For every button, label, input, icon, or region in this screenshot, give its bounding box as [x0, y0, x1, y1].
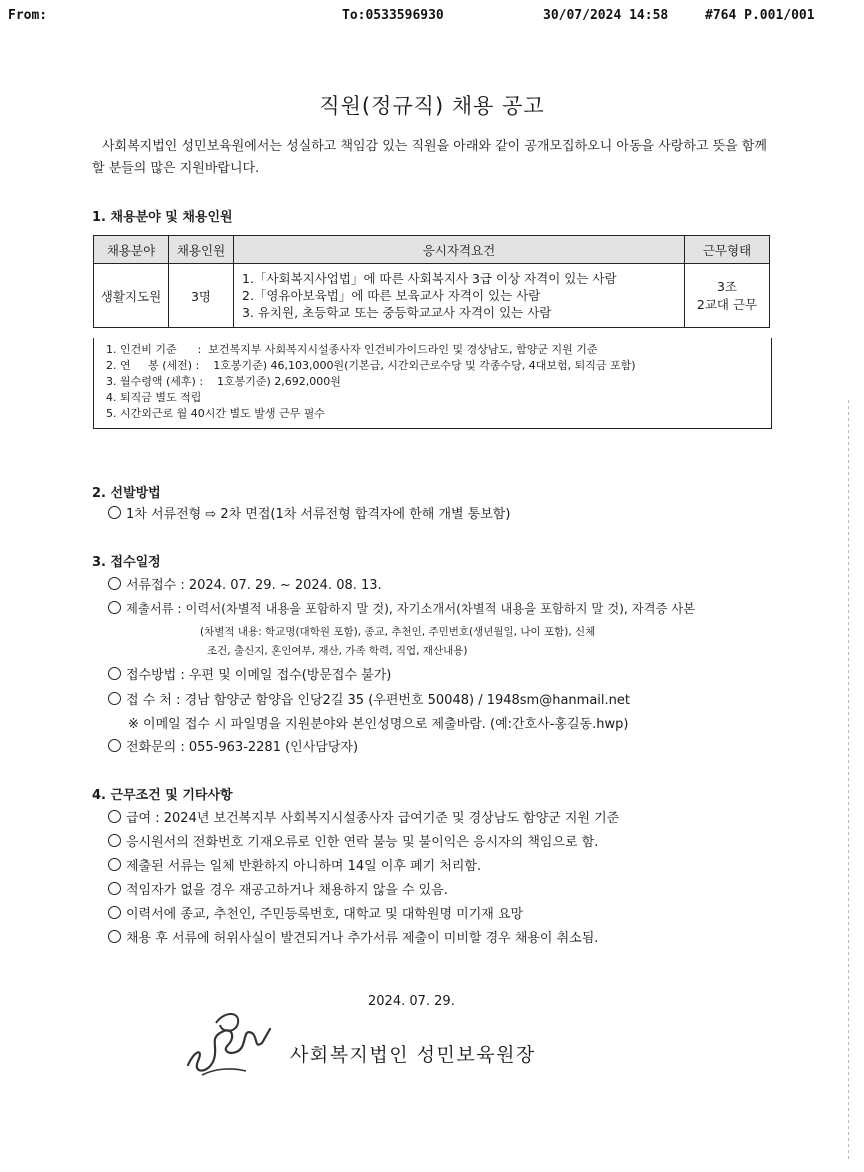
condition-item — [108, 903, 523, 922]
signature-scribble-icon — [180, 1003, 280, 1083]
selection-item — [108, 503, 510, 522]
doc-receipt-text: 서류접수 : 2024. 07. 29. ~ 2024. 08. 13. — [126, 578, 382, 593]
method-item — [108, 664, 391, 683]
note-item: 1. 인건비 기준 : 보건복지부 사회복지시설종사자 인건비가이드라인 및 경상남도, 함양군 지원 기준 — [106, 343, 598, 356]
cell-count: 3명 — [169, 264, 234, 328]
circle-bullet-icon — [108, 506, 121, 519]
table-header-row — [94, 236, 770, 264]
signer-name: 사회복지법인 성민보육원장 — [290, 1044, 536, 1066]
note-item: 3. 월수령액 (세후) : 1호봉기준) 2,692,000원 — [106, 375, 341, 388]
scan-edge-line — [848, 400, 849, 1160]
fax-from: From: — [8, 8, 48, 23]
address-text: 접 수 처 : 경남 함양군 함양읍 인당2길 35 (우편번호 50048) / 1948sm@hanmail.net — [126, 693, 630, 708]
circle-bullet-icon — [108, 810, 121, 823]
requirement-item: 2.「영유아보육법」에 따른 보육교사 자격이 있는 사람 — [242, 288, 541, 303]
section1-heading: 1. 채용분야 및 채용인원 — [92, 210, 233, 225]
cell-field: 생활지도원 — [94, 264, 169, 328]
work-type-line2: 2교대 근무 — [696, 296, 758, 312]
submit-docs-text: 제출서류 : 이력서(차별적 내용을 포함하지 말 것), 자기소개서(차별적 내용을 포함하지 말 것), 자격증 사본 — [126, 602, 695, 616]
circle-bullet-icon — [108, 739, 121, 752]
salary-notes — [93, 338, 772, 429]
condition-text: 적임자가 없을 경우 재공고하거나 채용하지 않을 수 있음. — [126, 883, 448, 898]
header-work-type: 근무형태 — [685, 236, 770, 264]
requirement-item: 1.「사회복지사업법」에 따른 사회복지사 3급 이상 자격이 있는 사람 — [242, 271, 617, 286]
fax-datetime: 30/07/2024 14:58 — [543, 8, 669, 23]
note-item: 4. 퇴직금 별도 적립 — [106, 391, 202, 404]
condition-item — [108, 831, 598, 850]
cell-requirements — [234, 264, 685, 328]
condition-item — [108, 927, 598, 946]
recruitment-table — [93, 235, 770, 328]
method-text: 접수방법 : 우편 및 이메일 접수(방문접수 불가) — [126, 668, 392, 683]
condition-text: 응시원서의 전화번호 기재오류로 인한 연락 불능 및 불이익은 응시자의 책임으로 함. — [126, 835, 599, 850]
circle-bullet-icon — [108, 834, 121, 847]
submit-docs-item — [108, 599, 695, 617]
condition-text: 제출된 서류는 일체 반환하지 아니하며 14일 이후 폐기 처리함. — [126, 859, 482, 874]
header-count: 채용인원 — [169, 236, 234, 264]
condition-text: 채용 후 서류에 허위사실이 발견되거나 추가서류 제출이 미비할 경우 채용이 취소됨. — [126, 931, 599, 946]
circle-bullet-icon — [108, 667, 121, 680]
condition-item — [108, 855, 481, 874]
condition-item — [108, 879, 448, 898]
selection-text: 1차 서류전형 ⇨ 2차 면접(1차 서류전형 합격자에 한해 개별 통보함) — [126, 507, 511, 522]
address-item — [108, 689, 630, 708]
header-field: 채용분야 — [94, 236, 169, 264]
fax-page: #764 P.001/001 — [705, 8, 815, 23]
table-row — [94, 264, 770, 328]
announcement-date: 2024. 07. 29. — [368, 994, 455, 1009]
circle-bullet-icon — [108, 692, 121, 705]
condition-text: 급여 : 2024년 보건복지부 사회복지시설종사자 급여기준 및 경상남도 함양군 지원 기준 — [126, 811, 620, 826]
section3-heading: 3. 접수일정 — [92, 555, 161, 570]
circle-bullet-icon — [108, 577, 121, 590]
circle-bullet-icon — [108, 858, 121, 871]
email-note: ※ 이메일 접수 시 파일명을 지원분야와 본인성명으로 제출바람. (예:간호사-홍길동.hwp) — [128, 717, 629, 732]
work-type-line1: 3조 — [716, 278, 738, 294]
circle-bullet-icon — [108, 930, 121, 943]
phone-text: 전화문의 : 055-963-2281 (인사담당자) — [126, 740, 359, 755]
page-title: 직원(정규직) 채용 공고 — [319, 94, 545, 118]
note-item: 5. 시간외근로 월 40시간 별도 발생 근무 필수 — [106, 407, 325, 420]
circle-bullet-icon — [108, 601, 121, 614]
submit-note-line2: 조건, 출신지, 혼인여부, 재산, 가족 학력, 직업, 재산내용) — [207, 645, 468, 657]
note-item: 2. 연 봉 (세전) : 1호봉기준) 46,103,000원(기본급, 시간외근로수당 및 각종수당, 4대보험, 퇴직금 포함) — [106, 359, 636, 372]
condition-item — [108, 807, 619, 826]
circle-bullet-icon — [108, 882, 121, 895]
condition-text: 이력서에 종교, 추천인, 주민등록번호, 대학교 및 대학원명 미기재 요망 — [126, 907, 524, 922]
cell-work-type — [685, 264, 770, 328]
section2-heading: 2. 선발방법 — [92, 486, 161, 501]
section4-heading: 4. 근무조건 및 기타사항 — [92, 788, 233, 803]
header-requirements: 응시자격요건 — [234, 236, 685, 264]
requirement-item: 3. 유치원, 초등학교 또는 중등학교교사 자격이 있는 사람 — [242, 305, 552, 320]
circle-bullet-icon — [108, 906, 121, 919]
intro-paragraph: 사회복지법인 성민보육원에서는 성실하고 책임감 있는 직원을 아래와 같이 공개모집하오니 아동을 사랑하고 뜻을 함께 할 분들의 많은 지원바랍니다. — [92, 139, 767, 176]
fax-to: To:0533596930 — [342, 8, 444, 23]
submit-note-line1: (차별적 내용: 학교명(대학원 포함), 종교, 추천인, 주민번호(생년월일, 나이 포함), 신체 — [200, 626, 596, 638]
doc-receipt-item — [108, 574, 382, 593]
phone-item — [108, 736, 358, 755]
